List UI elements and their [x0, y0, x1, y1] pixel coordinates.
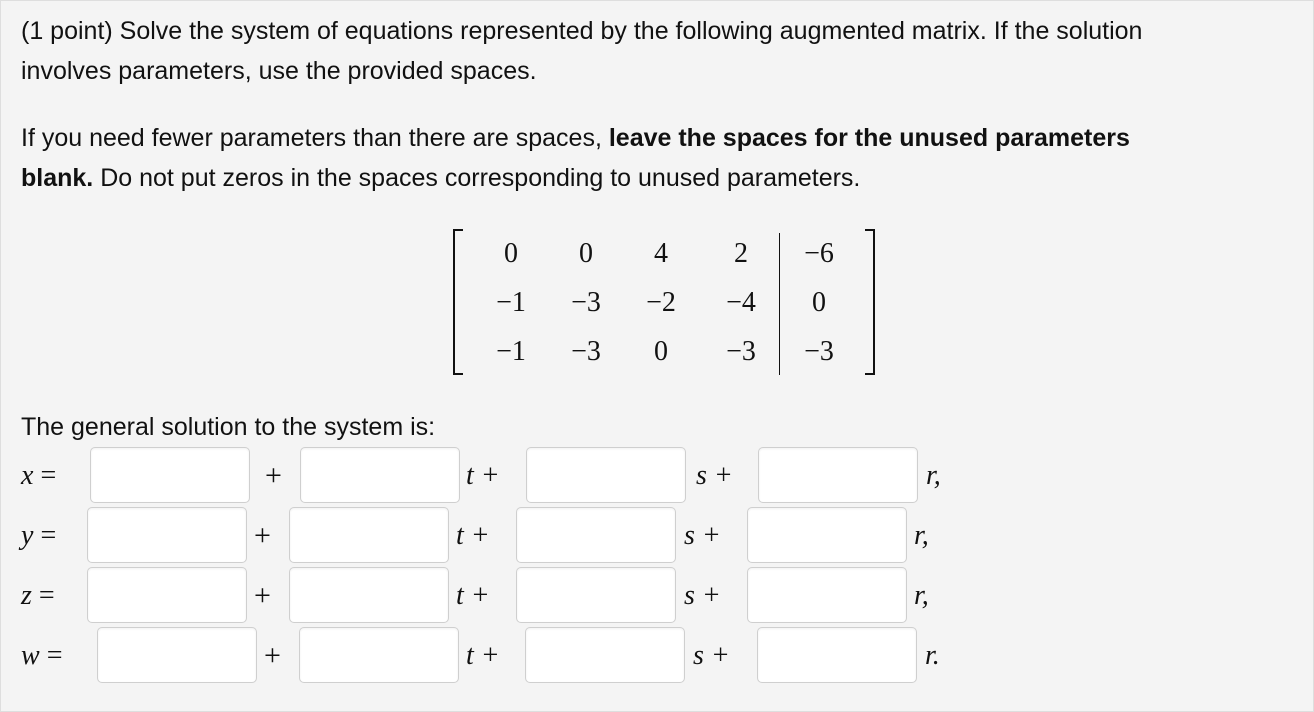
- instruction-text-2: Do not put zeros in the spaces corresponding to unused parameters.: [93, 164, 861, 192]
- problem-intro-line1: (1 point) Solve the system of equations represented by the following augmented matrix. If the solution: [21, 17, 1143, 45]
- variable-name: x: [21, 460, 34, 491]
- instruction-line2: [21, 158, 860, 198]
- r-param-label: r,: [914, 520, 929, 551]
- plus-sign: +: [254, 579, 271, 612]
- matrix-cell: −2: [646, 287, 676, 318]
- t-param-label: t +: [466, 460, 500, 491]
- plus-sign: +: [264, 639, 281, 672]
- variable-x-label: [21, 459, 56, 493]
- x-constant-input[interactable]: [90, 447, 250, 503]
- y-t-coefficient-input[interactable]: [289, 507, 449, 563]
- instruction-bold-text: leave the spaces for the unused parameters: [608, 124, 1130, 152]
- augmented-matrix: [453, 223, 878, 375]
- matrix-right-bracket: [865, 229, 875, 375]
- variable-name: z: [21, 580, 32, 611]
- z-r-coefficient-input[interactable]: [747, 567, 907, 623]
- w-t-coefficient-input[interactable]: [299, 627, 459, 683]
- instruction-text: If you need fewer parameters than there are spaces,: [21, 124, 609, 152]
- solution-label: The general solution to the system is:: [21, 413, 436, 441]
- matrix-cell: 4: [654, 238, 668, 269]
- s-param-label: s +: [693, 640, 730, 671]
- y-s-coefficient-input[interactable]: [516, 507, 676, 563]
- matrix-cell: −4: [726, 287, 756, 318]
- matrix-left-bracket: [453, 229, 463, 375]
- matrix-cell: 0: [504, 238, 518, 269]
- matrix-cell: −3: [804, 336, 834, 367]
- s-param-label: s +: [684, 580, 721, 611]
- x-r-coefficient-input[interactable]: [758, 447, 918, 503]
- y-constant-input[interactable]: [87, 507, 247, 563]
- r-param-label: r,: [926, 460, 941, 491]
- matrix-cell: −6: [804, 238, 834, 269]
- matrix-cell: 0: [654, 336, 668, 367]
- t-param-label: t +: [466, 640, 500, 671]
- equals-sign: =: [39, 640, 63, 671]
- instruction-line1: [21, 118, 1130, 158]
- equals-sign: =: [33, 520, 57, 551]
- s-param-label: s +: [696, 460, 733, 491]
- variable-z-label: [21, 579, 55, 613]
- x-s-coefficient-input[interactable]: [526, 447, 686, 503]
- problem-intro-line2: involves parameters, use the provided spaces.: [21, 57, 537, 85]
- variable-w-label: [21, 639, 62, 673]
- variable-name: y: [21, 520, 34, 551]
- w-s-coefficient-input[interactable]: [525, 627, 685, 683]
- augment-divider: [779, 233, 780, 375]
- matrix-cell: −1: [496, 287, 526, 318]
- matrix-cell: −1: [496, 336, 526, 367]
- z-t-coefficient-input[interactable]: [289, 567, 449, 623]
- z-constant-input[interactable]: [87, 567, 247, 623]
- matrix-cell: 0: [812, 287, 826, 318]
- plus-sign: +: [254, 519, 271, 552]
- plus-sign: +: [265, 459, 282, 492]
- r-param-label: r,: [914, 580, 929, 611]
- z-s-coefficient-input[interactable]: [516, 567, 676, 623]
- w-constant-input[interactable]: [97, 627, 257, 683]
- y-r-coefficient-input[interactable]: [747, 507, 907, 563]
- x-t-coefficient-input[interactable]: [300, 447, 460, 503]
- variable-name: w: [21, 640, 40, 671]
- variable-y-label: [21, 519, 56, 553]
- matrix-cell: −3: [726, 336, 756, 367]
- matrix-cell: −3: [571, 287, 601, 318]
- t-param-label: t +: [456, 520, 490, 551]
- w-r-coefficient-input[interactable]: [757, 627, 917, 683]
- instruction-bold-text-2: blank.: [21, 164, 94, 192]
- s-param-label: s +: [684, 520, 721, 551]
- r-param-label: r.: [925, 640, 940, 671]
- equals-sign: =: [31, 580, 55, 611]
- matrix-cell: 0: [579, 238, 593, 269]
- matrix-cell: −3: [571, 336, 601, 367]
- t-param-label: t +: [456, 580, 490, 611]
- equals-sign: =: [33, 460, 57, 491]
- matrix-cell: 2: [734, 238, 748, 269]
